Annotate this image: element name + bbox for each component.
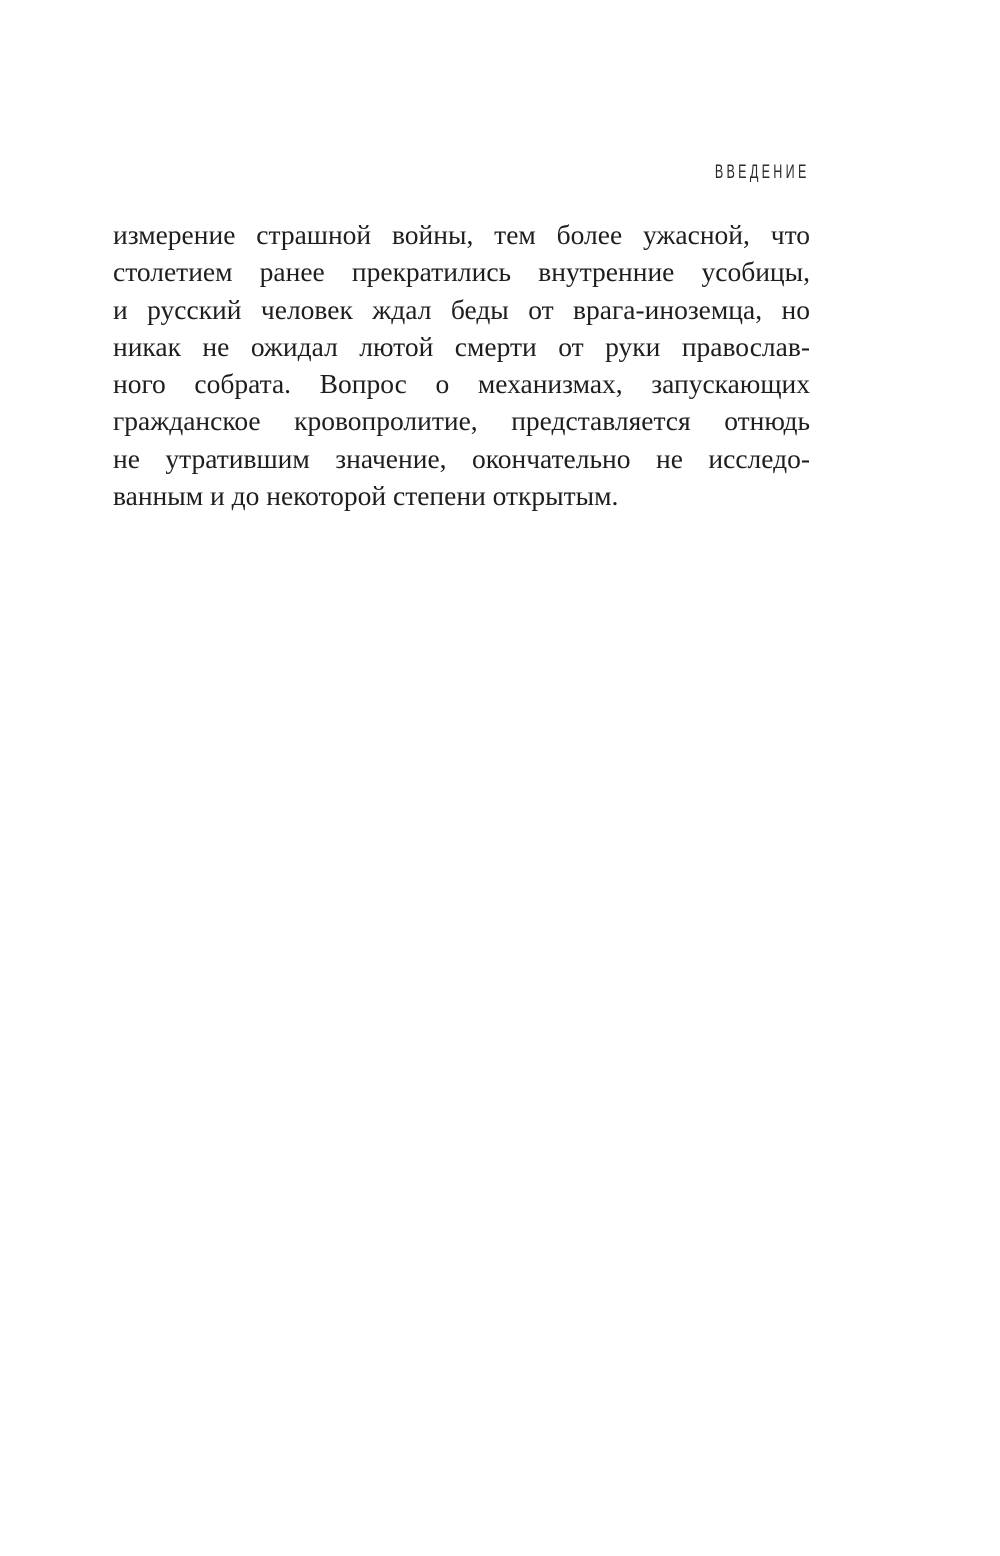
paragraph-line: столетием ранее прекратились внутренние усобицы, (113, 256, 810, 288)
paragraph-line: не утратившим значение, окончательно не исследо- (113, 442, 810, 474)
running-head (113, 163, 810, 183)
paragraph-line: никак не ожидал лютой смерти от руки православ- (113, 330, 810, 362)
paragraph-line: ванным и до некоторой степени открытым. (113, 480, 619, 512)
paragraph-line: гражданское кровопролитие, представляется отнюдь (113, 405, 810, 437)
paragraph-line: и русский человек ждал беды от врага-иноземца, но (113, 293, 810, 325)
paragraph-line: ного собрата. Вопрос о механизмах, запускающих (113, 368, 810, 400)
running-head-label: ВВЕДЕНИЕ (715, 162, 810, 183)
paragraph-line: измерение страшной войны, тем более ужасной, что (113, 219, 810, 250)
body-paragraph (113, 216, 810, 514)
